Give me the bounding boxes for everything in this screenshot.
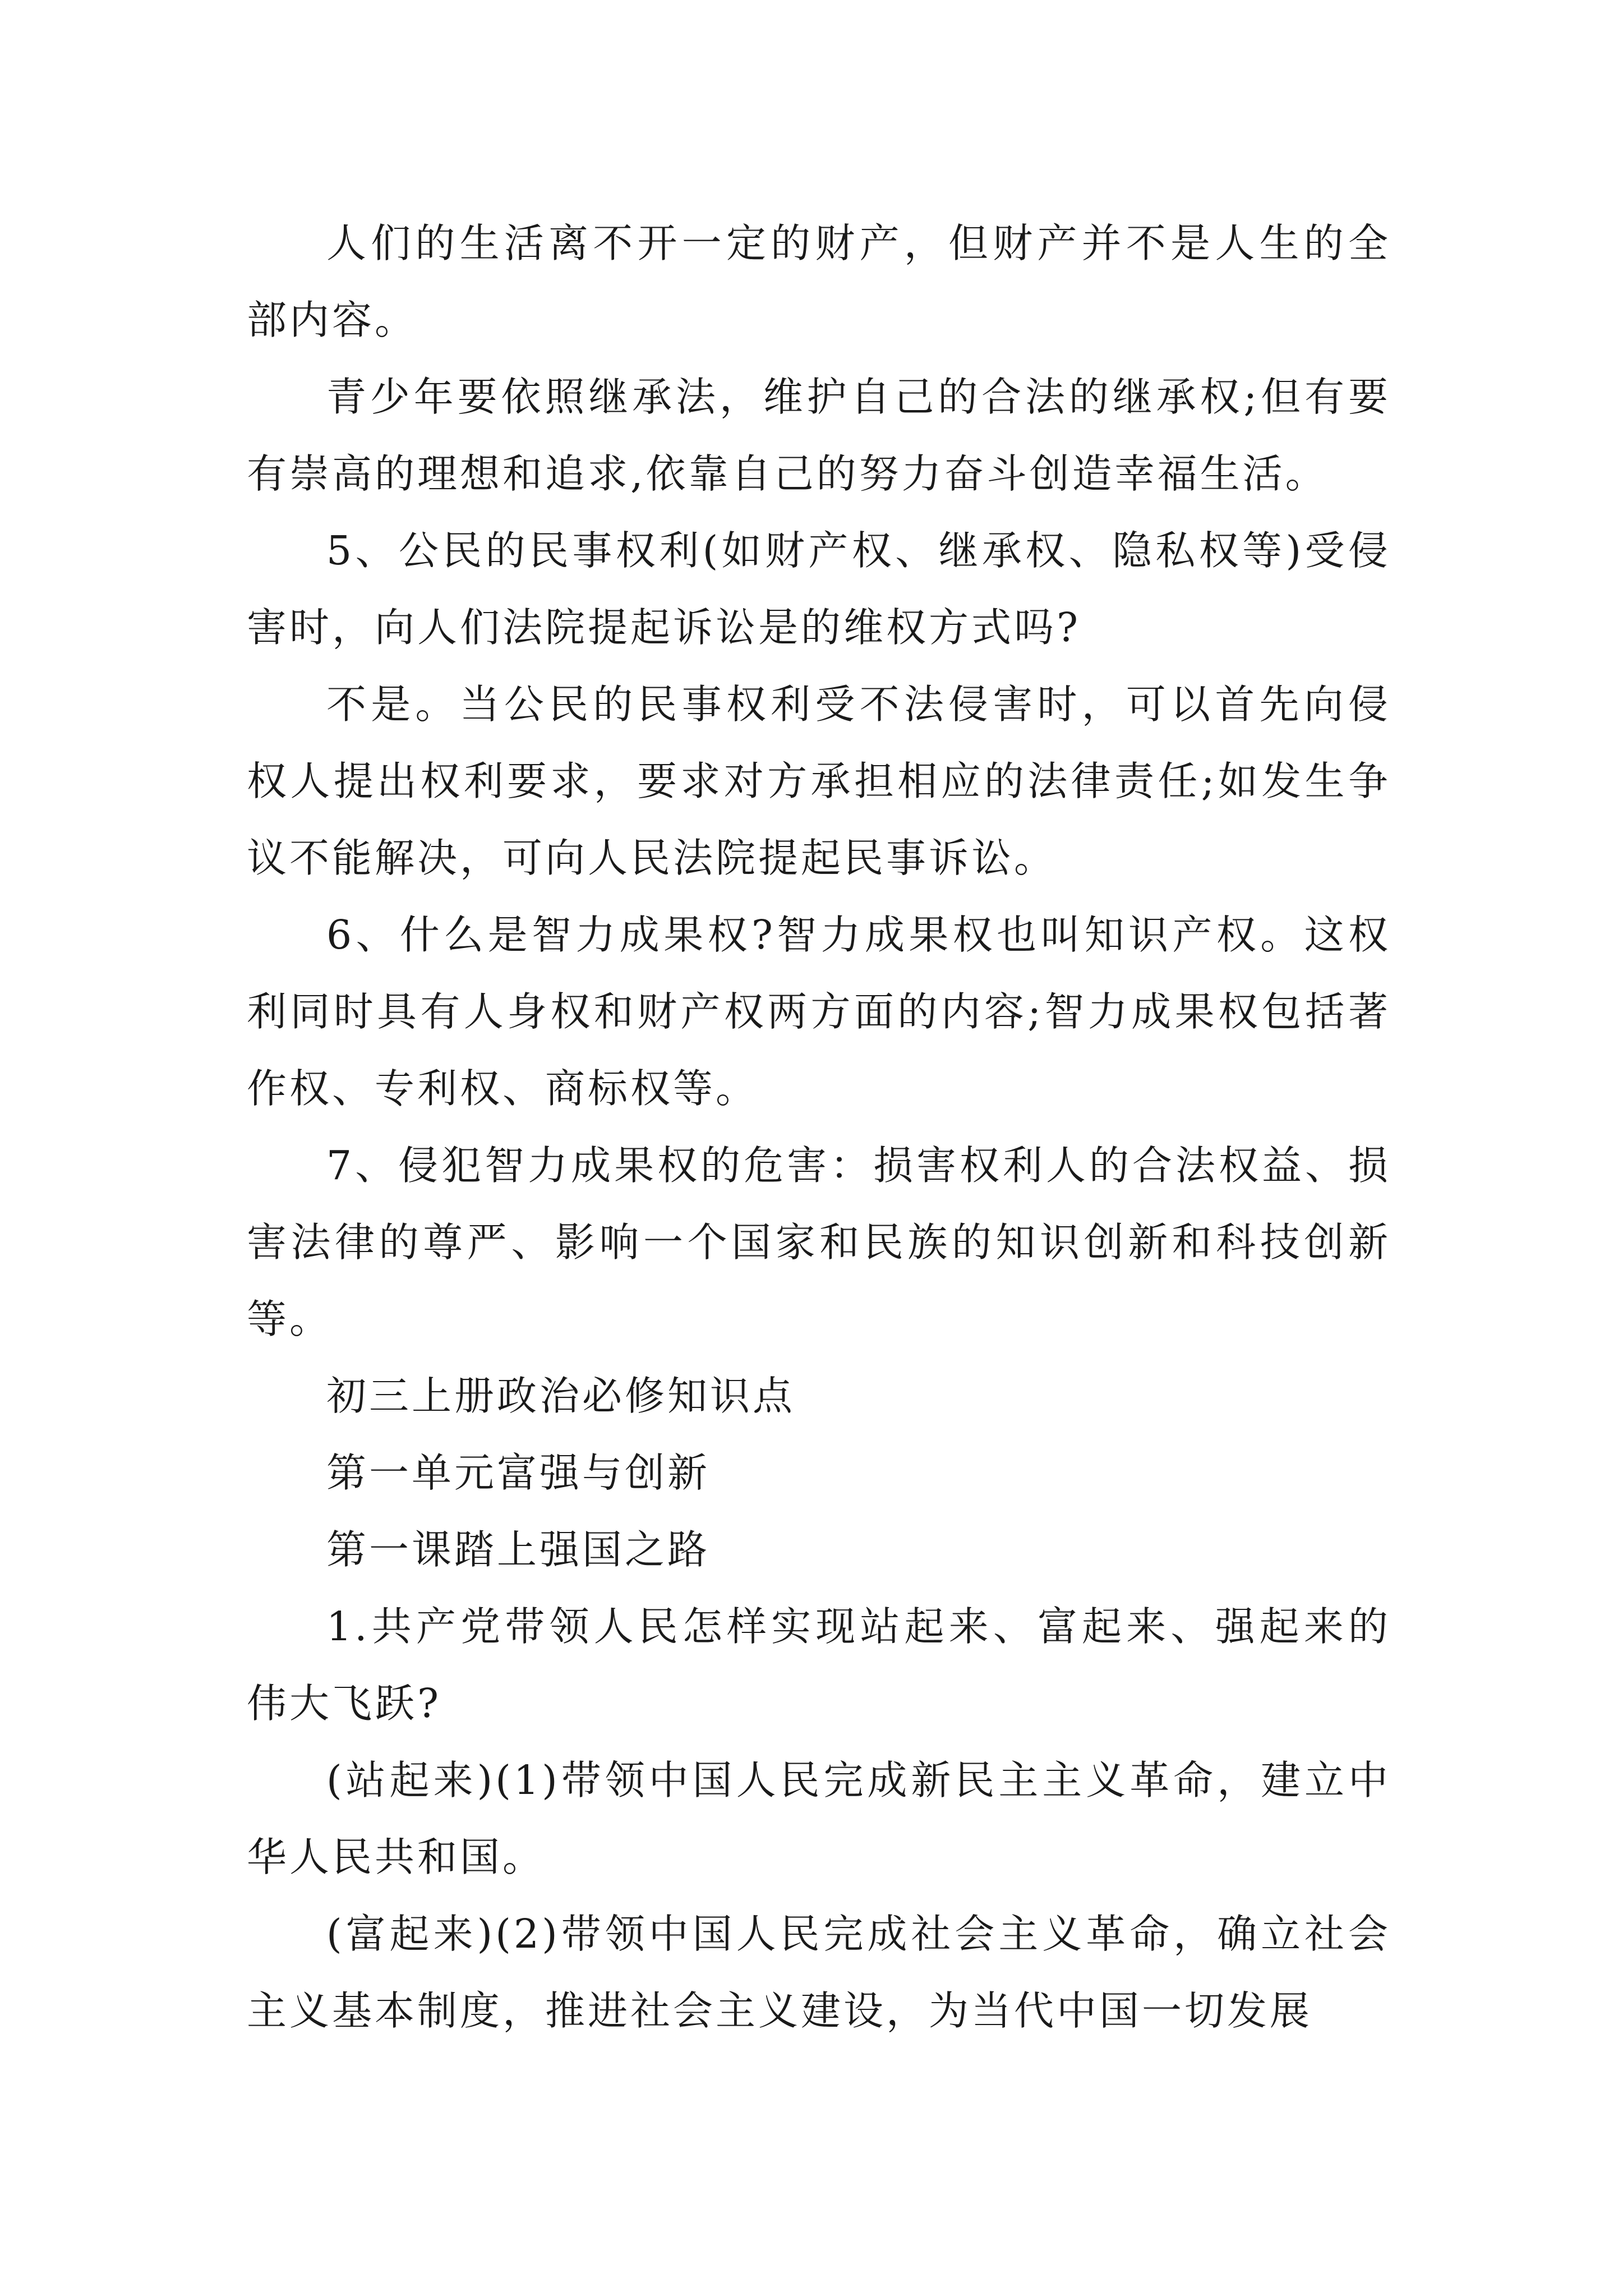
paragraph-inheritance: 青少年要依照继承法，维护自己的合法的继承权;但有要有崇高的理想和追求,依靠自己的努力奋斗创造幸福生活。 — [247, 374, 1391, 497]
unit-heading: 第一单元富强与创新 — [326, 1450, 711, 1496]
lesson-heading: 第一课踏上强国之路 — [326, 1526, 711, 1573]
paragraph-get-rich: (富起来)(2)带领中国人民完成社会主义革命，确立社会主义基本制度，推进社会主义建设，为当代中国一切发展 — [247, 1911, 1391, 2034]
section-heading: 初三上册政治必修知识点 — [326, 1373, 796, 1419]
paragraph-a5: 不是。当公民的民事权利受不法侵害时，可以首先向侵权人提出权利要求，要求对方承担相应的法律责任;如发生争议不能解决，可向人民法院提起民事诉讼。 — [247, 681, 1391, 881]
paragraph-q5: 5、公民的民事权利(如财产权、继承权、隐私权等)受侵害时，向人们法院提起诉讼是的维权方式吗? — [247, 527, 1391, 651]
paragraph-q6: 6、什么是智力成果权?智力成果权也叫知识产权。这权利同时具有人身权和财产权两方面的内容;智力成果权包括著作权、专利权、商标权等。 — [247, 912, 1391, 1112]
document-body — [247, 205, 1391, 2049]
paragraph-q1: 1.共产党带领人民怎样实现站起来、富起来、强起来的伟大飞跃? — [247, 1603, 1391, 1727]
paragraph-stand-up: (站起来)(1)带领中国人民完成新民主主义革命，建立中华人民共和国。 — [247, 1757, 1391, 1880]
paragraph-property: 人们的生活离不开一定的财产，但财产并不是人生的全部内容。 — [247, 220, 1391, 343]
paragraph-q7: 7、侵犯智力成果权的危害：损害权利人的合法权益、损害法律的尊严、影响一个国家和民族的知识创新和科技创新等。 — [247, 1142, 1391, 1342]
